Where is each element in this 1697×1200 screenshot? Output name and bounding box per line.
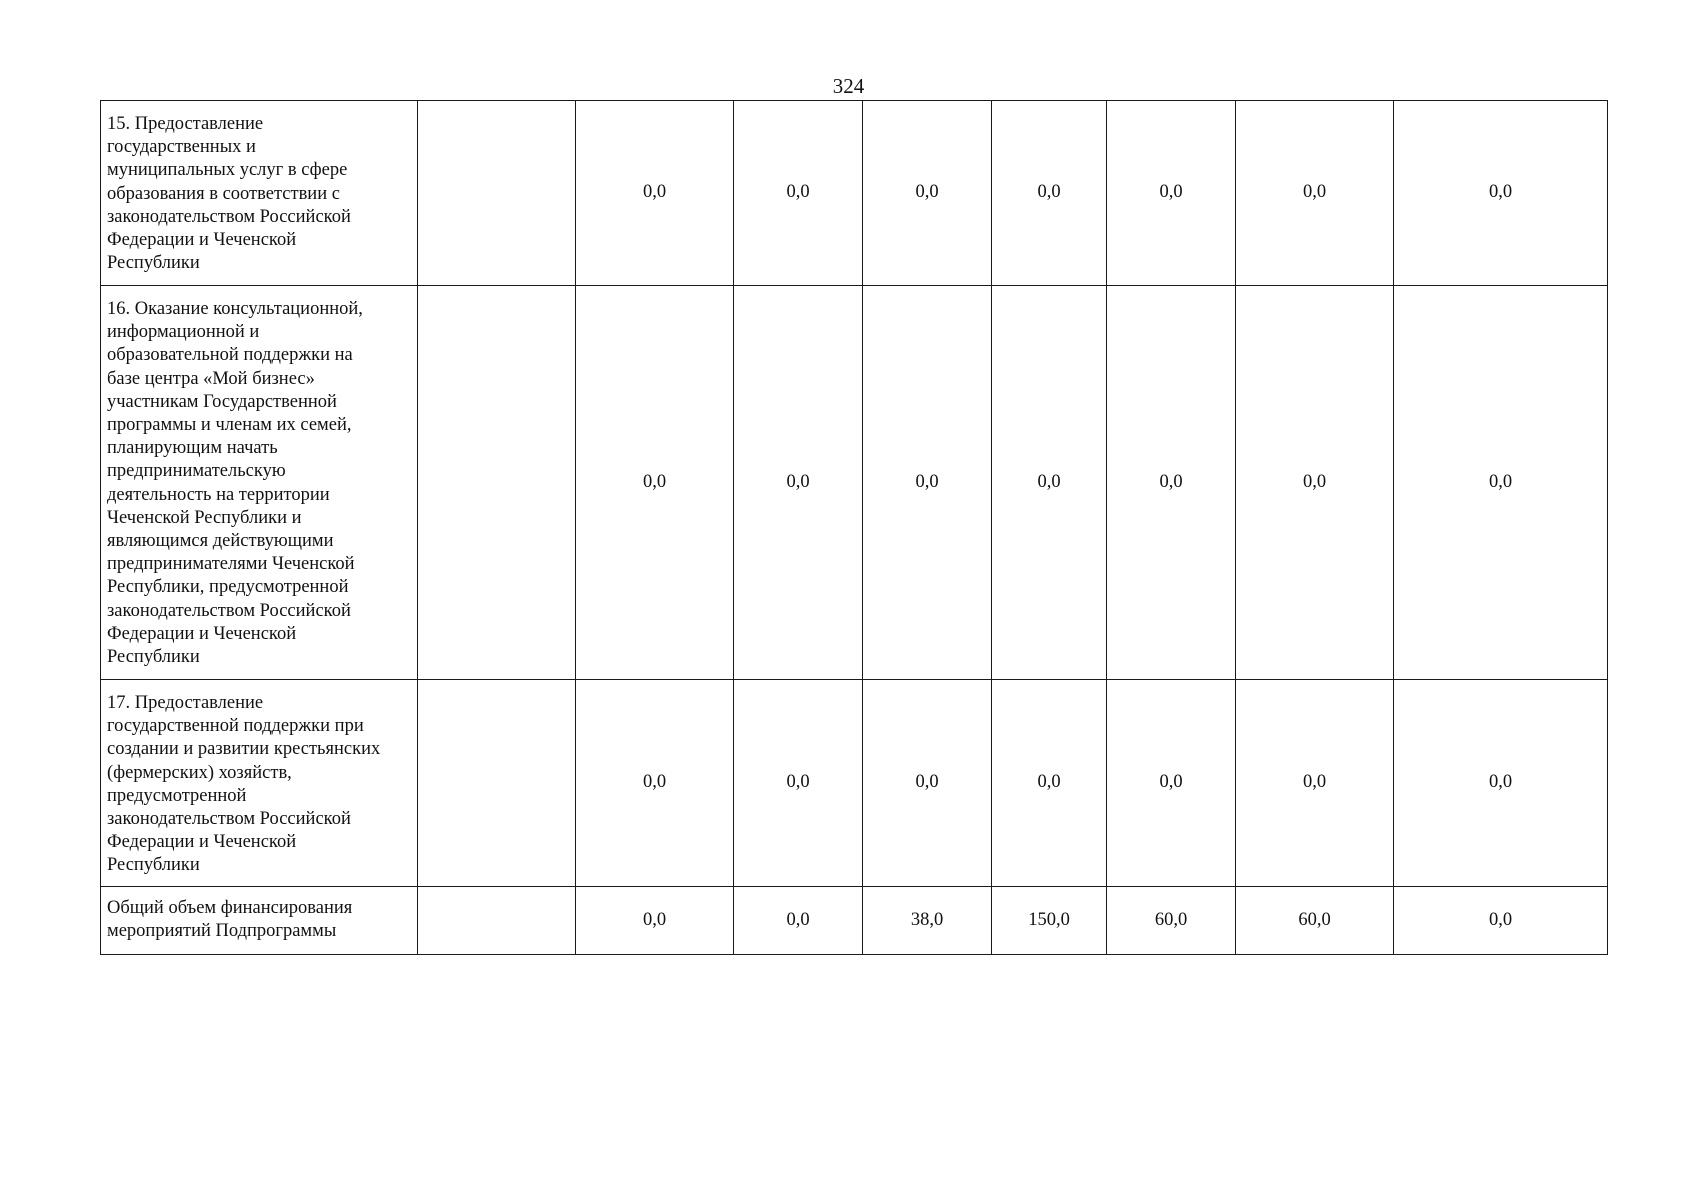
value-cell: 0,0 xyxy=(734,101,863,286)
value-cell: 0,0 xyxy=(576,286,734,680)
total-value-cell: 60,0 xyxy=(1236,887,1394,955)
value-cell: 0,0 xyxy=(992,286,1107,680)
row-description: 16. Оказание консультационной, информационной и образовательной поддержки на базе центра «Мой бизнес» участникам Государственной программы и членам их семей, планирующим начать предпринимательскую деятельность на территории Чеченской Республики и являющимся действующими предпринимателями Чеченской Республики, предусмотренной законодательством Российской Федерации и Чеченской Республики xyxy=(101,286,418,680)
total-value-cell: 60,0 xyxy=(1107,887,1236,955)
value-cell: 0,0 xyxy=(1236,680,1394,887)
total-value-cell: 150,0 xyxy=(992,887,1107,955)
value-cell: 0,0 xyxy=(992,101,1107,286)
value-cell: 0,0 xyxy=(863,286,992,680)
financing-table xyxy=(100,100,1608,955)
value-cell: 0,0 xyxy=(863,680,992,887)
row-source-cell xyxy=(418,887,576,955)
value-cell: 0,0 xyxy=(734,680,863,887)
value-cell: 0,0 xyxy=(863,101,992,286)
value-cell: 0,0 xyxy=(1107,680,1236,887)
row-description: 15. Предоставление государственных и муниципальных услуг в сфере образования в соответствии с законодательством Российской Федерации и Чеченской Республики xyxy=(101,101,418,286)
value-cell: 0,0 xyxy=(576,680,734,887)
row-source-cell xyxy=(418,680,576,887)
value-cell: 0,0 xyxy=(1236,101,1394,286)
total-value-cell: 0,0 xyxy=(1394,887,1608,955)
row-source-cell xyxy=(418,286,576,680)
table-row xyxy=(101,286,1608,680)
total-row xyxy=(101,887,1608,955)
total-value-cell: 0,0 xyxy=(576,887,734,955)
value-cell: 0,0 xyxy=(1107,286,1236,680)
value-cell: 0,0 xyxy=(992,680,1107,887)
row-source-cell xyxy=(418,101,576,286)
row-description: 17. Предоставление государственной поддержки при создании и развитии крестьянских (фермерских) хозяйств, предусмотренной законодательством Российской Федерации и Чеченской Республики xyxy=(101,680,418,887)
value-cell: 0,0 xyxy=(1394,286,1608,680)
page-number: 324 xyxy=(832,74,865,98)
value-cell: 0,0 xyxy=(1394,680,1608,887)
value-cell: 0,0 xyxy=(734,286,863,680)
value-cell: 0,0 xyxy=(1394,101,1608,286)
value-cell: 0,0 xyxy=(1236,286,1394,680)
table-row xyxy=(101,101,1608,286)
value-cell: 0,0 xyxy=(576,101,734,286)
table-row xyxy=(101,680,1608,887)
total-value-cell: 0,0 xyxy=(734,887,863,955)
total-description: Общий объем финансирования мероприятий Подпрограммы xyxy=(101,887,418,955)
value-cell: 0,0 xyxy=(1107,101,1236,286)
total-value-cell: 38,0 xyxy=(863,887,992,955)
